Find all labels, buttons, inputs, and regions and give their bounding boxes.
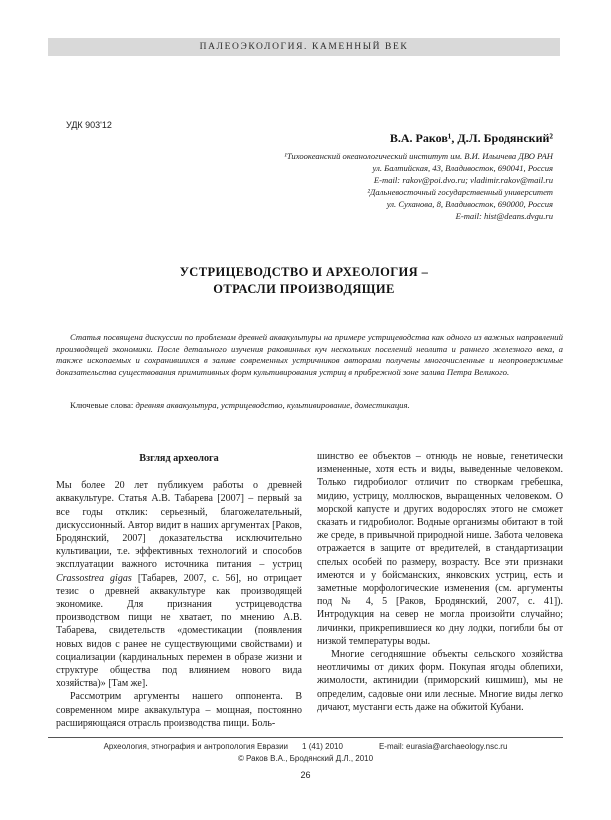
body-paragraph: Рассмотрим аргументы нашего оппонента. В современном мире аквакультура – мощная, постоянно расширяющаяся отрасль производства пищи. Боль-	[56, 691, 302, 729]
right-column	[317, 450, 563, 714]
article-title-line: ОТРАСЛИ ПРОИЗВОДЯЩИЕ	[213, 282, 395, 296]
body-paragraph	[56, 479, 302, 690]
affiliation-line: ²Дальневосточный государственный университет	[367, 187, 553, 197]
footer-email: E-mail: eurasia@archaeology.nsc.ru	[378, 742, 508, 751]
affiliation-line: E-mail: rakov@poi.dvo.ru; vladimir.rakov@mail.ru	[373, 175, 553, 185]
authors-line: В.А. Раков¹, Д.Л. Бродянский²	[389, 131, 553, 145]
affiliation-line: E-mail: hist@deans.dvgu.ru	[455, 211, 553, 221]
keywords-line	[56, 400, 563, 410]
paragraph-text: Мы более 20 лет публикуем работы о древней аквакультуре. Статья А.В. Табарева [2007] – первый за все годы отклик: серьезный, благожелательный, дискуссионный. Автор видит в наших аргументах [Раков, Бродянский, 2007] доказательства исключительно культивации, т.е. эффективных технологий и способов эксплуатации важного источника питания – устриц	[56, 480, 302, 571]
left-column	[56, 450, 302, 730]
affiliations-block	[284, 150, 553, 222]
affiliation-line: ул. Суханова, 8, Владивосток, 690000, Россия	[386, 199, 553, 209]
footer-journal-title: Археология, этнография и антропология Евразии	[103, 742, 289, 751]
species-name: Crassostrea gigas	[56, 572, 132, 584]
affiliation-line: ул. Балтийская, 43, Владивосток, 690041, Россия	[372, 163, 553, 173]
paragraph-text: [Табарев, 2007, с. 56], но отрицает тезис о древней аквакультуре как производящей экономике. Для признания устрицеводства производством пищи не хватает, по мнению А.В. Табарева, свидетельств «доместикации (появления новых видов с ранее не существующими свойствами) и социализации (кардинальных перемен в образе жизни и структуре общества под влиянием нового вида хозяйства)» [Там же].	[56, 572, 302, 690]
body-paragraph: Многие сегодняшние объекты сельского хозяйства неотличимы от диких форм. Покупая ягоды облепихи, жимолости, актинидии (приморский кишмиш), мы не определим, садовые они или лесные. Многие виды легко дичают, мустанги есть даже на обжитой Кубани.	[317, 649, 563, 713]
keywords-text: древняя аквакультура, устрицеводство, культивирование, доместикация.	[133, 400, 410, 410]
footer-rule	[48, 737, 563, 738]
footer-issue: 1 (41) 2010	[302, 742, 343, 751]
body-paragraph: шинство ее объектов – отнюдь не новые, генетически измененные, хотя есть и виды, выведенные человеком. Только гидробиолог отличит по створкам гребешка, мидию, устрицу, моллюсков, выращенных человеком. О морской капусте и других водорослях этого не сможет сказать и гидробиолог. Водные организмы обитают в той же среде, в привычной природной нише. Забота человека отражается в защите от вредителей, в стандартизации спелых особей по размеру, возрасту. Все эти признаки имеются и у бойсманских, янковских устриц, есть и заметные морфологические изменения (см. аргументы под № 4, 5 [Раков, Бродянский, 2007, с. 41]). Интродукция на север не могла произойти случайно; личинки, прикрепившиеся ко дну лодки, погибли бы от низкой температуры воды.	[317, 451, 563, 647]
footer-copyright: © Раков В.А., Бродянский Д.Л., 2010	[237, 754, 374, 763]
udc-code: УДК 903'12	[66, 120, 112, 130]
page-number: 26	[300, 770, 311, 780]
abstract-paragraph: Статья посвящена дискуссии по проблемам древней аквакультуры на примере устрицеводства как одного из важных направлений производящей экономики. После детального изучения раковинных куч нескольких поселений неолита и раннего железного века, а также ископаемых и сохранившихся в заливе современных устричников авторами получены многочисленные и неопровержимые доказательства существования примитивных форм культивирования устриц в прибрежной зоне залива Петра Великого.	[56, 332, 563, 378]
keywords-label: Ключевые слова:	[70, 400, 134, 410]
article-title-line: УСТРИЦЕВОДСТВО И АРХЕОЛОГИЯ –	[179, 265, 429, 279]
article-title	[48, 264, 560, 298]
running-head: ПАЛЕОЭКОЛОГИЯ. КАМЕННЫЙ ВЕК	[48, 38, 560, 56]
footer-journal-line	[48, 742, 563, 751]
affiliation-line: ¹Тихоокеанский океанологический институт им. В.И. Ильичева ДВО РАН	[284, 151, 553, 161]
section-heading: Взгляд археолога	[139, 453, 219, 464]
